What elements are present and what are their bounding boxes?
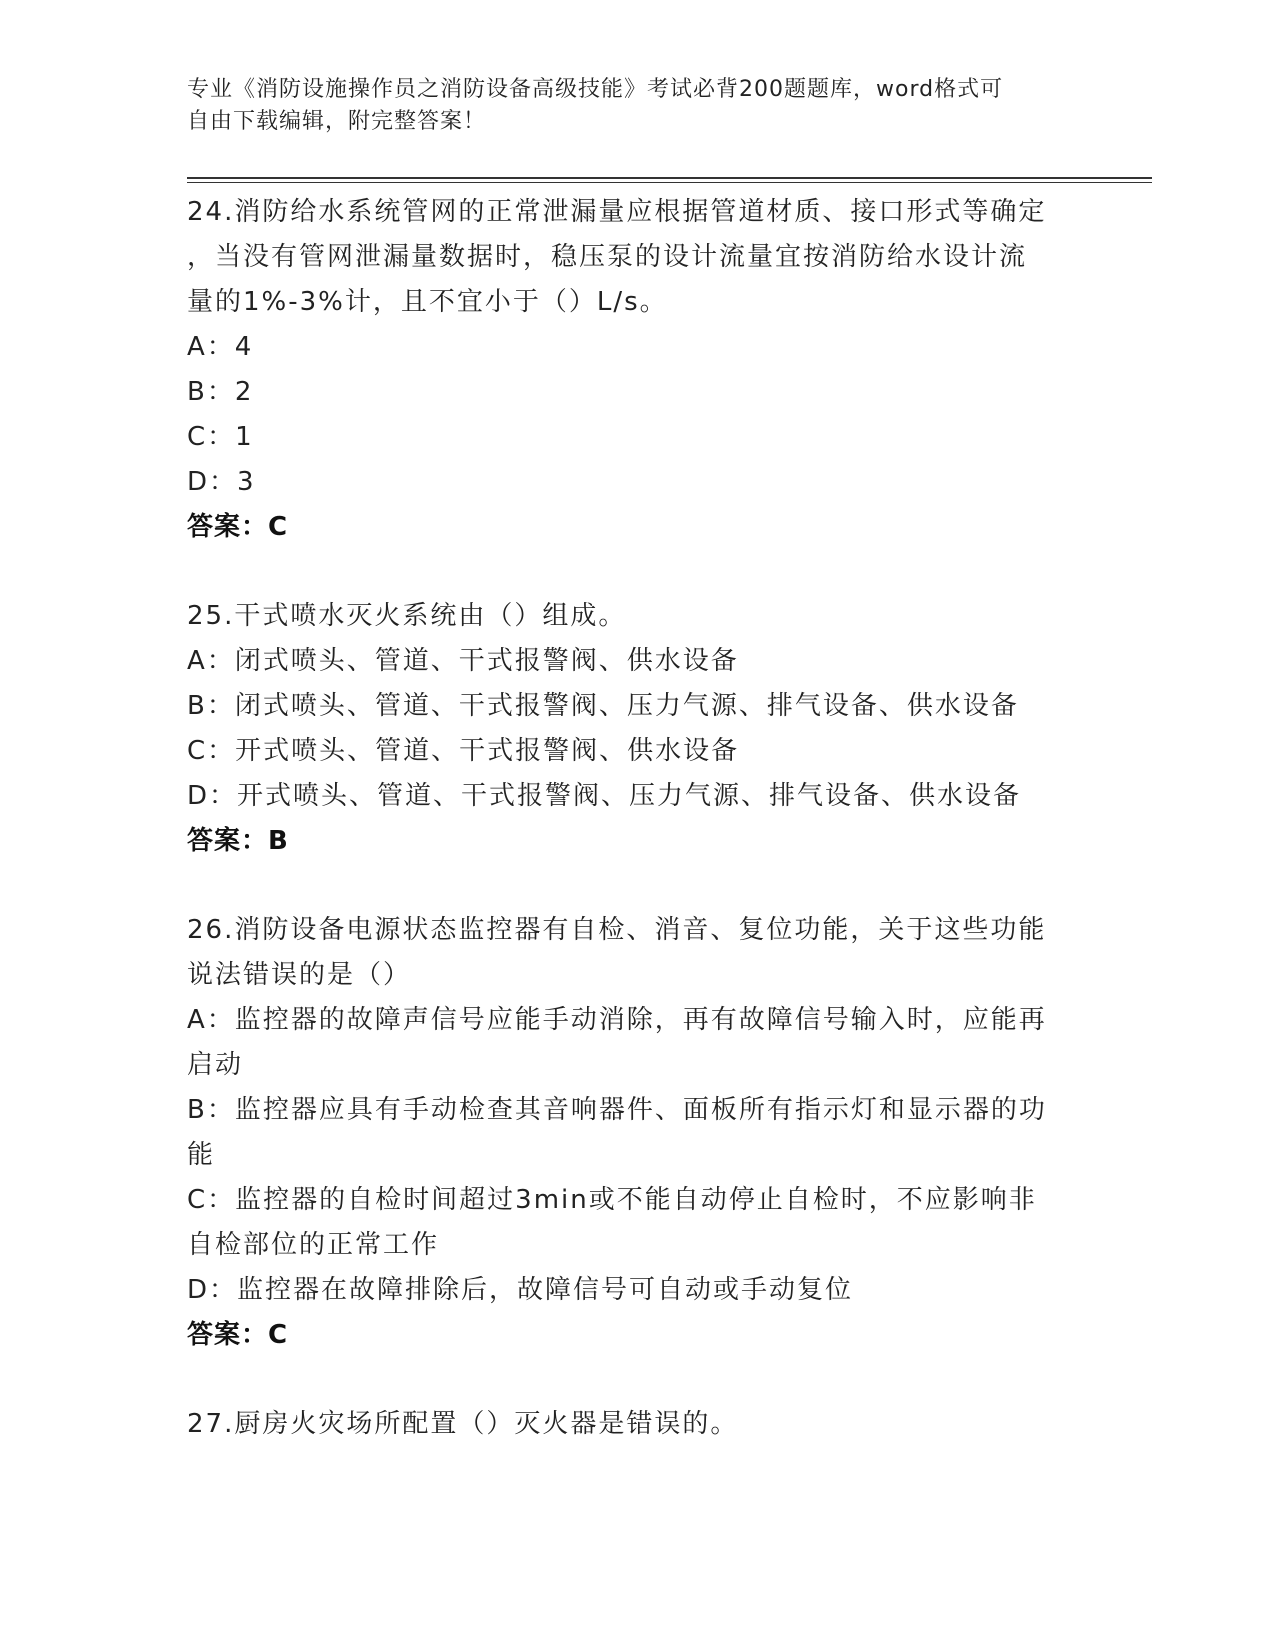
option-b: B：监控器应具有手动检查其音响器件、面板所有指示灯和显示器的功 [187, 1095, 1047, 1125]
answer-label: 答案：B [187, 826, 289, 856]
answer-label: 答案：C [187, 1320, 289, 1350]
question-text: 说法错误的是（） [187, 960, 412, 990]
question-text: ，当没有管网泄漏量数据时，稳压泵的设计流量宜按消防给水设计流 [187, 242, 1028, 272]
option-a-continued: 启动 [187, 1050, 244, 1080]
question-text: 27.厨房火灾场所配置（）灭火器是错误的。 [187, 1409, 739, 1439]
option-d: D：监控器在故障排除后，故障信号可自动或手动复位 [187, 1275, 854, 1305]
question-item [187, 1402, 1087, 1447]
question-item [187, 190, 1087, 550]
header-divider [187, 182, 1152, 183]
header-line: 自由下载编辑，附完整答案！ [187, 109, 487, 134]
answer-label: 答案：C [187, 512, 289, 542]
question-text: 26.消防设备电源状态监控器有自检、消音、复位功能，关于这些功能 [187, 915, 1047, 945]
option-c-continued: 自检部位的正常工作 [187, 1230, 440, 1260]
option-c: C：1 [187, 422, 254, 452]
header-line: 专业《消防设施操作员之消防设备高级技能》考试必背200题题库，word格式可 [187, 77, 1004, 102]
question-item [187, 908, 1087, 1358]
option-c: C：开式喷头、管道、干式报警阀、供水设备 [187, 736, 740, 766]
option-c: C：监控器的自检时间超过3min或不能自动停止自检时，不应影响非 [187, 1185, 1037, 1215]
option-d: D：3 [187, 467, 256, 497]
option-b: B：闭式喷头、管道、干式报警阀、压力气源、排气设备、供水设备 [187, 691, 1019, 721]
question-text: 量的1%-3%计，且不宜小于（）L/s。 [187, 287, 668, 317]
option-a: A：闭式喷头、管道、干式报警阀、供水设备 [187, 646, 739, 676]
option-a: A：4 [187, 332, 254, 362]
option-a: A：监控器的故障声信号应能手动消除，再有故障信号输入时，应能再 [187, 1005, 1047, 1035]
question-item [187, 594, 1087, 864]
option-d: D：开式喷头、管道、干式报警阀、压力气源、排气设备、供水设备 [187, 781, 1022, 811]
option-b: B：2 [187, 377, 254, 407]
question-text: 24.消防给水系统管网的正常泄漏量应根据管道材质、接口形式等确定 [187, 197, 1047, 227]
document-header [187, 74, 1067, 138]
question-list [187, 190, 1087, 1491]
header-divider [187, 177, 1152, 179]
option-b-continued: 能 [187, 1140, 216, 1170]
question-text: 25.干式喷水灭火系统由（）组成。 [187, 601, 627, 631]
